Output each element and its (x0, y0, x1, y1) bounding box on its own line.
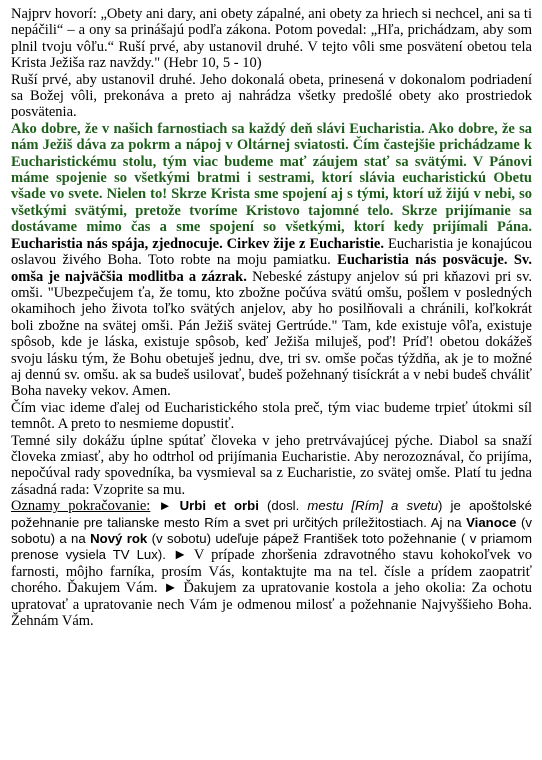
urbi-et-orbi-label: Urbi et orbi (179, 498, 259, 514)
arrow-icon: ► (172, 547, 188, 564)
definition-prefix: (dosl. (267, 498, 300, 514)
commentary-paragraph: Ruší prvé, aby ustanovil druhé. Jeho dokonalá obeta, prinesená v dokonalom podriadení sa Božej vôli, prekonáva a preto aj nahrádza všetky predošlé obety ako prostriedok posvätenia. (11, 71, 532, 121)
new-year-label: Nový rok (90, 531, 148, 546)
darkness-paragraph: Čím viac ideme ďalej od Eucharistického stola preč, tým viac budeme trpieť útokmi síl temnôt. A preto to nesmieme dopustiť. (11, 399, 532, 433)
blessing-text: ) je apoštolské požehnanie pre talianske mesto Rím a svet pri určitých príležitostiach. Aj na (11, 498, 532, 530)
plain-text-celebration: Eucharistia je konajúcou oslavou živého Boha. Toto robte na moju pamiatku. (11, 235, 533, 269)
announcements-heading: Oznamy pokračovanie: (11, 498, 151, 515)
plain-text-angels: Nebeské zástupy anjelov sú pri kňazovi pri sv. omši. "Ubezpečujem ťa, že tomu, kto zbožne počúva svätú omšu, pošlem v posledných okamihoch jeho života toľko svätých anjelov, aby ho posilňovali a chránili, koľkokrát boli zbožne na svätej omši. Pán Ježiš svätej Gertrúde." Tam, kde existuje vôľa, existuje spôsob, kde je láska, existuje spôsob, keď Ježiša miluješ, poď! Príď! obetou dokážeš svoju lásku tým, že Bohu obetuješ jednu, dve, tri sv. omše počas týždňa, ak je to možné aj dennú sv. omšu. ak sa budeš usilovať, budeš požehnaný tisíckrát a v nebi budeš chváliť Boha naveky vekov. Amen. (11, 268, 533, 400)
christmas-label: Vianoce (466, 514, 517, 530)
green-bold-text: Ako dobre, že v našich farnostiach sa každý deň slávi Eucharistia. Ako dobre, že sa nám Ježiš dáva za pokrm a nápoj v Oltárnej sviatosti. Čím častejšie prichádzame k Eucharistickému stolu, tým viac budeme mať záujem stať sa svätými. V Pánovi máme spojenie so všetkými bratmi i sestrami, ktorí slávia eucharistickú Obetu všade vo svete. Nielen to! Skrze Krista sme spojení aj s tými, ktorí už žijú v nebi, so všetkými svätými, pretože tvoríme Kristovo tajomné telo. Skrze prijímanie sa dostávame mimo čas a sme spojení so všetkými, ktorí kedy prijímali Pána. (11, 120, 532, 236)
christmas-text: (v sobotu) a na (11, 514, 532, 546)
dark-forces-paragraph: Temné sily dokážu úplne spútať človeka v jeho pretrvávajúcej pýche. Diabol sa snaží človeka zmiasť, aby ho odtrhol od prijímania Eucharistie. Aby nerozoznával, čo prijíma, nepočúval rady spovedníka, ba vysmieval sa z Eucharistie, zo svätej omše. Platí tu jedna zásadná rada: Vzoprite sa mu. (11, 432, 532, 498)
arrow-icon: ► (158, 498, 172, 514)
cleaning-thanks-text: Ďakujem za upratovanie kostola a jeho okolia: Za ochotu upratovať a upratovanie nech Vám je odmenou milosť a požehnanie Najvyššieho Boha. Žehnám Vám. (11, 580, 533, 630)
arrow-icon: ► (163, 580, 178, 597)
bold-text-sanctifies: Eucharistia nás posväcuje. Sv. omša je najväčšia modlitba a zázrak. (11, 252, 532, 285)
hebrews-quote-paragraph: Najprv hovorí: „Obety ani dary, ani obety zápalné, ani obety za hriech si nechcel, ani sa ti nepáčili“ – a ony sa prinášajú podľa zákona. Potom povedal: „Hľa, prichádzam, aby som plnil tvoju vôľu.“ Ruší prvé, aby ustanovil druhé. V tejto vôli sme posvätení obetou tela Krista Ježiša raz navždy." (Hebr 10, 5 - 10) (11, 6, 532, 72)
sick-care-text: V prípade zhoršenia zdravotného stavu kohokoľvek vo farnosti, môjho farníka, prosím Vás, kontaktujte ma na tel. čísle a prídem zaopatriť chorého. Ďakujem Vám. (11, 547, 533, 597)
announcements-paragraph (11, 498, 532, 629)
definition-italic: mestu [Rím] a svetu (307, 498, 439, 514)
bold-text-unity: Eucharistia nás spája, zjednocuje. Cirkev žije z Eucharistie. (11, 235, 384, 252)
eucharist-paragraph (11, 121, 532, 400)
new-year-text: (v sobotu) udeľuje pápež František toto požehnanie ( v priamom prenose vysiela TV Lux). (11, 531, 532, 563)
